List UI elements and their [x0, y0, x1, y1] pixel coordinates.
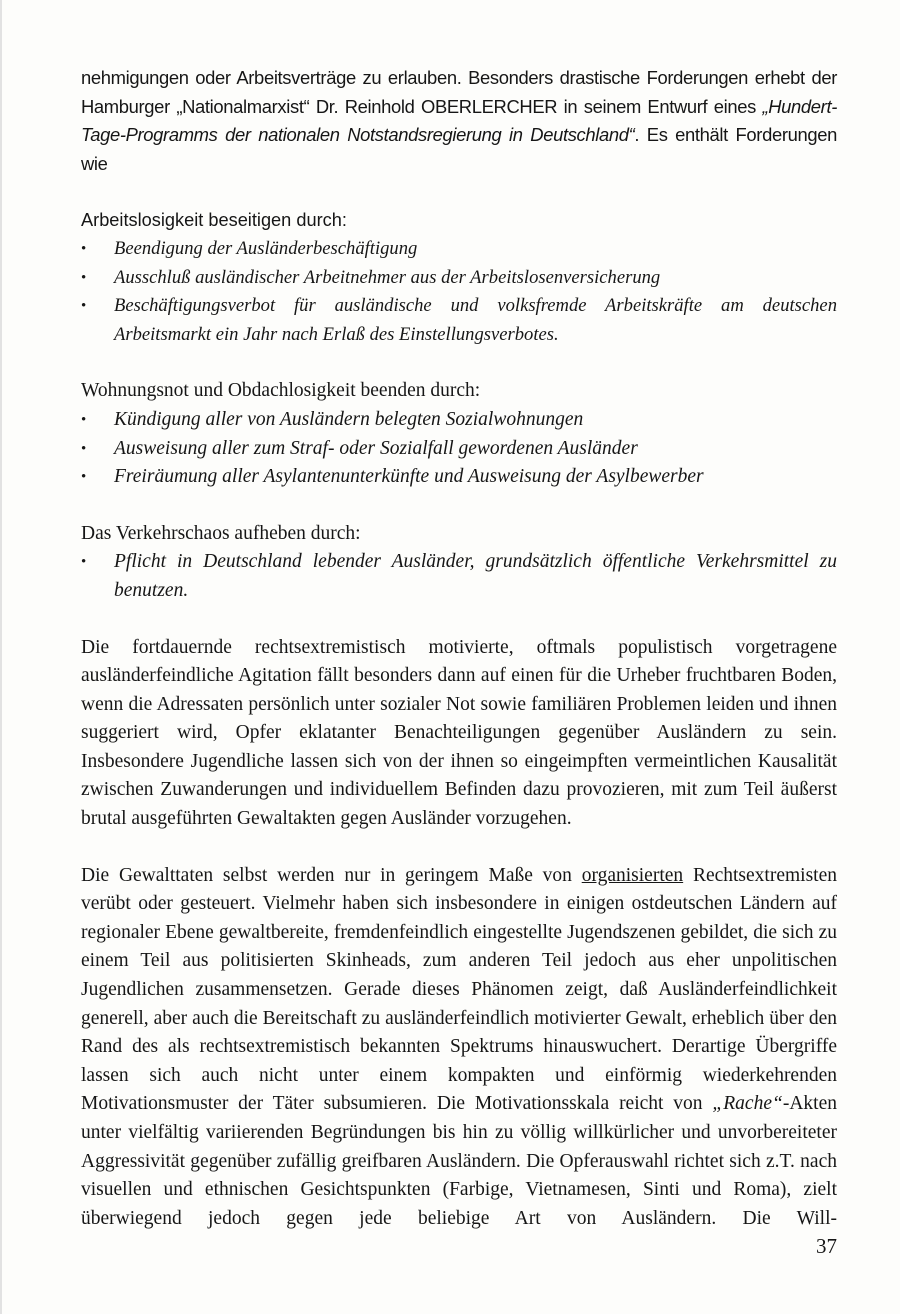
bullet-icon: •: [81, 411, 87, 428]
intro-text-part1: nehmigungen oder Arbeitsverträge zu erlauben. Besonders drastische Forderungen erhebt der Hamburger „Nationalmarxist“ Dr. Reinhold OBERLERCHER in seinem Entwurf eines: [81, 67, 837, 117]
list-item: [81, 435, 837, 464]
demands-section-housing: [81, 377, 837, 491]
page-number: 37: [816, 1234, 837, 1258]
intro-paragraph: [81, 64, 837, 178]
paragraph-text: Die Gewalttaten selbst werden nur in geringem Maße von: [81, 864, 582, 886]
list-item: [81, 292, 837, 349]
underlined-word: organisierten: [581, 864, 684, 886]
body-paragraph-violence: [81, 862, 837, 1234]
demands-list: [81, 235, 837, 349]
list-item-text: Beendigung der Ausländerbeschäftigung: [114, 237, 418, 259]
list-item-text: Beschäftigungsverbot für ausländische und volksfremde Arbeitskräfte am deutschen Arbeitsmarkt ein Jahr nach Erlaß des Einstellungsverbotes.: [114, 295, 837, 345]
bullet-icon: •: [81, 240, 87, 257]
bullet-icon: •: [81, 469, 87, 486]
paragraph-text: -Akten unter vielfältig variierenden Begründungen bis hin zu völlig willkürlicher und unvorbereiteter Aggressivität gegenüber zufällig greifbaren Ausländern. Die Opferauswahl richtet sich z.T. nach visuellen und ethnischen Gesichtspunkten (Farbige, Vietnamesen, Sinti und Roma), zielt überwiegend jedoch gegen jede beliebige Art von Ausländern. Die Will-: [81, 1093, 837, 1229]
demands-section-traffic: [81, 520, 837, 606]
bullet-icon: •: [81, 298, 87, 315]
section-heading: Wohnungsnot und Obdachlosigkeit beenden durch:: [81, 380, 481, 402]
list-item-text: Kündigung aller von Ausländern belegten Sozialwohnungen: [114, 408, 584, 430]
list-item-text: Pflicht in Deutschland lebender Ausländer, grundsätzlich öffentliche Verkehrsmittel zu benutzen.: [114, 551, 837, 601]
body-paragraph-agitation: Die fortdauernde rechtsextremistisch motivierte, oftmals populistisch vorgetragene ausländerfeindliche Agitation fällt besonders dann auf einen für die Urheber fruchtbaren Boden, wenn die Adressaten persönlich unter sozialer Not sowie familiären Problemen leiden und ihnen suggeriert wird, Opfer eklatanter Benachteiligungen gegenüber Ausländern zu sein. Insbesondere Jugendliche lassen sich von der ihnen so eingeimpften vermeintlichen Kausalität zwischen Zuwanderungen und individuellem Befinden dazu provozieren, mit zum Teil äußerst brutal ausgeführten Gewaltakten gegen Ausländer vorzugehen.: [81, 636, 837, 830]
italic-quote: „Rache“: [712, 1093, 783, 1115]
list-item: [81, 235, 837, 264]
list-item: [81, 548, 837, 605]
demands-list: [81, 406, 837, 492]
bullet-icon: •: [81, 440, 87, 457]
list-item: [81, 463, 837, 492]
program-title: „Hundert-Tage-Programms der nationalen Notstandsregierung in Deutschland“: [81, 95, 837, 146]
section-heading: Arbeitslosigkeit beseitigen durch:: [81, 210, 347, 231]
page-edge-shadow: [0, 0, 2, 1314]
list-item: [81, 264, 837, 293]
list-item: [81, 406, 837, 435]
list-item-text: Ausweisung aller zum Straf- oder Sozialfall gewordenen Ausländer: [114, 437, 638, 459]
bullet-icon: •: [81, 269, 87, 286]
demands-list: [81, 548, 837, 605]
page-content: [81, 64, 837, 1233]
list-item-text: Freiräumung aller Asylantenunterkünfte und Ausweisung der Asylbewerber: [114, 466, 704, 488]
intro-text-part2: . Es enthält Forderungen wie: [81, 124, 837, 174]
section-heading: Das Verkehrschaos aufheben durch:: [81, 522, 361, 544]
demands-section-unemployment: [81, 206, 837, 349]
list-item-text: Ausschluß ausländischer Arbeitnehmer aus der Arbeitslosenversicherung: [114, 266, 661, 288]
bullet-icon: •: [81, 554, 87, 571]
paragraph-text: Rechtsextremisten verübt oder gesteuert. Vielmehr haben sich insbesondere in einigen ostdeutschen Ländern auf regionaler Ebene gewaltbereite, fremdenfeindlich eingestellte Jugendszenen gebildet, die sich zu einem Teil aus politisierten Skinheads, zum anderen Teil jedoch aus eher unpolitischen Jugendlichen zusammensetzen. Gerade dieses Phänomen zeigt, daß Ausländerfeindlichkeit generell, aber auch die Bereitschaft zu ausländerfeindlich motivierter Gewalt, erheblich über den Rand des als rechtsextremistisch bekannten Spektrums hinauswuchert. Derartige Übergriffe lassen sich auch nicht unter einem kompakten und einförmig wiederkehrenden Motivationsmuster der Täter subsumieren. Die Motivationsskala reicht von: [81, 864, 837, 1115]
